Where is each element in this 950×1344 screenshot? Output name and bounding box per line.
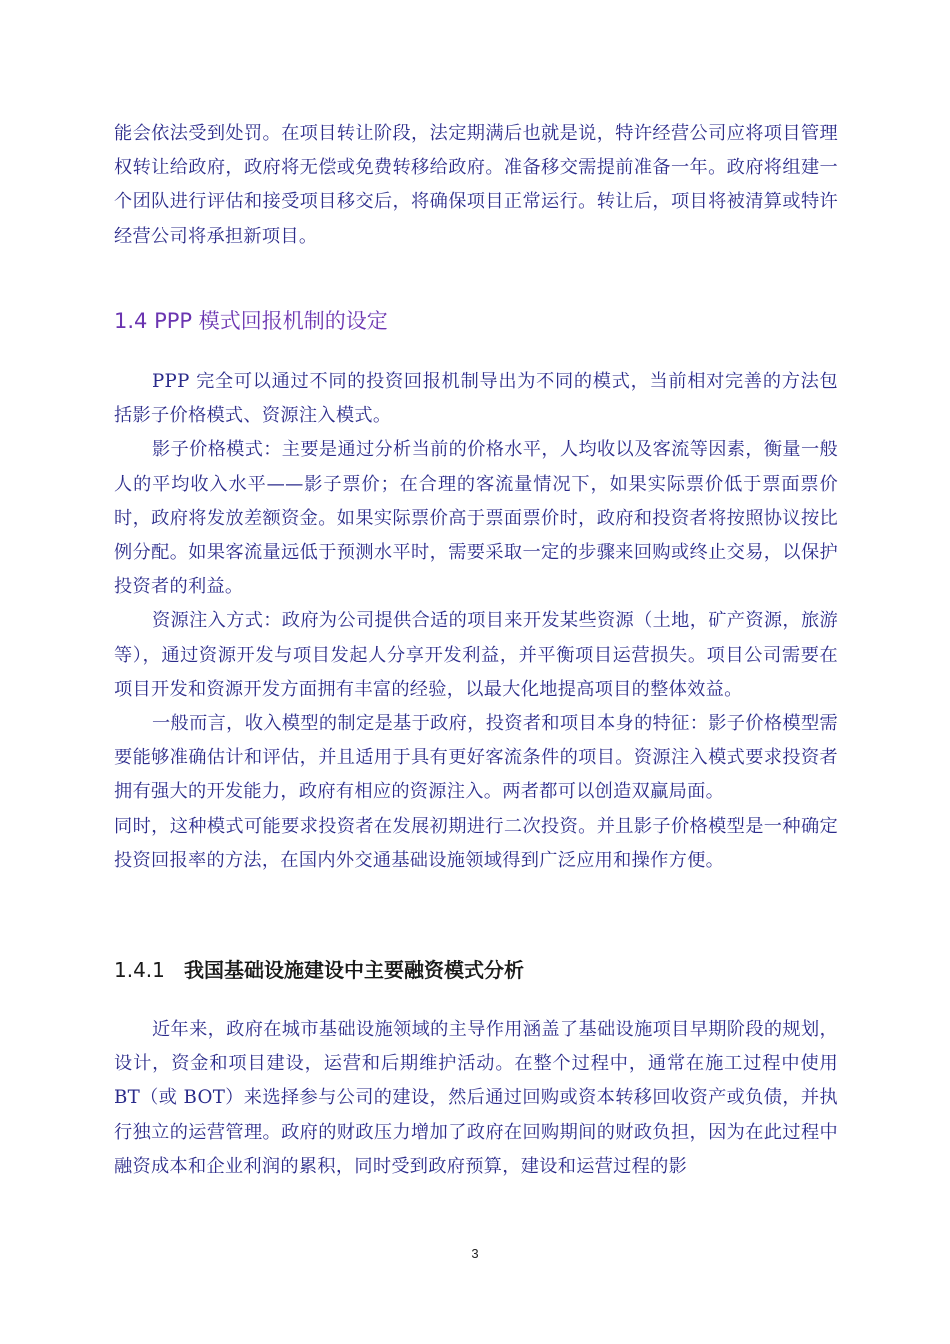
section-heading: 1.4 PPP 模式回报机制的设定 bbox=[114, 309, 388, 333]
section-paragraph-2: 影子价格模式：主要是通过分析当前的价格水平，人均收以及客流等因素，衡量一般人的平均收入水平——影子票价；在合理的客流量情况下，如果实际票价低于票面票价时，政府将发放差额资金。如果实际票价高于票面票价时，政府和投资者将按照协议按比例分配。如果客流量远低于预测水平时，需要采取一定的步骤来回购或终止交易，以保护投资者的利益。 bbox=[114, 439, 838, 598]
subsection-title: 我国基础设施建设中主要融资模式分析 bbox=[184, 958, 524, 982]
section-paragraph-4: 一般而言，收入模型的制定是基于政府，投资者和项目本身的特征：影子价格模型需要能够准确估计和评估，并且适用于具有更好客流条件的项目。资源注入模式要求投资者拥有强大的开发能力，政府有相应的资源注入。两者都可以创造双赢局面。 bbox=[114, 713, 838, 803]
section-paragraph-1: PPP 完全可以通过不同的投资回报机制导出为不同的模式，当前相对完善的方法包括影子价格模式、资源注入模式。 bbox=[114, 371, 838, 427]
section-body bbox=[114, 365, 838, 878]
section-paragraph-continuation: 同时，这种模式可能要求投资者在发展初期进行二次投资。并且影子价格模型是一种确定投资回报率的方法，在国内外交通基础设施领域得到广泛应用和操作方便。 bbox=[114, 815, 838, 871]
subsection-body bbox=[114, 1013, 838, 1184]
subsection-number: 1.4.1 bbox=[114, 958, 165, 982]
intro-block bbox=[114, 117, 838, 254]
subsection-paragraph: 近年来，政府在城市基础设施领域的主导作用涵盖了基础设施项目早期阶段的规划，设计，资金和项目建设，运营和后期维护活动。在整个过程中，通常在施工过程中使用 BT（或 BOT）来选择参与公司的建设，然后通过回购或资本转移回收资产或负债，并执行独立的运营管理。政府的财政压力增加了政府在回购期间的财政负担，因为在此过程中融资成本和企业利润的累积，同时受到政府预算，建设和运营过程的影 bbox=[114, 1019, 838, 1177]
intro-paragraph: 能会依法受到处罚。在项目转让阶段，法定期满后也就是说，特许经营公司应将项目管理权转让给政府，政府将无偿或免费转移给政府。准备移交需提前准备一年。政府将组建一个团队进行评估和接受项目移交后，将确保项目正常运行。转让后，项目将被清算或特许经营公司将承担新项目。 bbox=[114, 123, 838, 247]
page-number: 3 bbox=[471, 1246, 479, 1261]
subsection-heading bbox=[114, 955, 524, 985]
section-paragraph-3: 资源注入方式：政府为公司提供合适的项目来开发某些资源（土地，矿产资源，旅游等），通过资源开发与项目发起人分享开发利益，并平衡项目运营损失。项目公司需要在项目开发和资源开发方面拥有丰富的经验，以最大化地提高项目的整体效益。 bbox=[114, 610, 838, 700]
